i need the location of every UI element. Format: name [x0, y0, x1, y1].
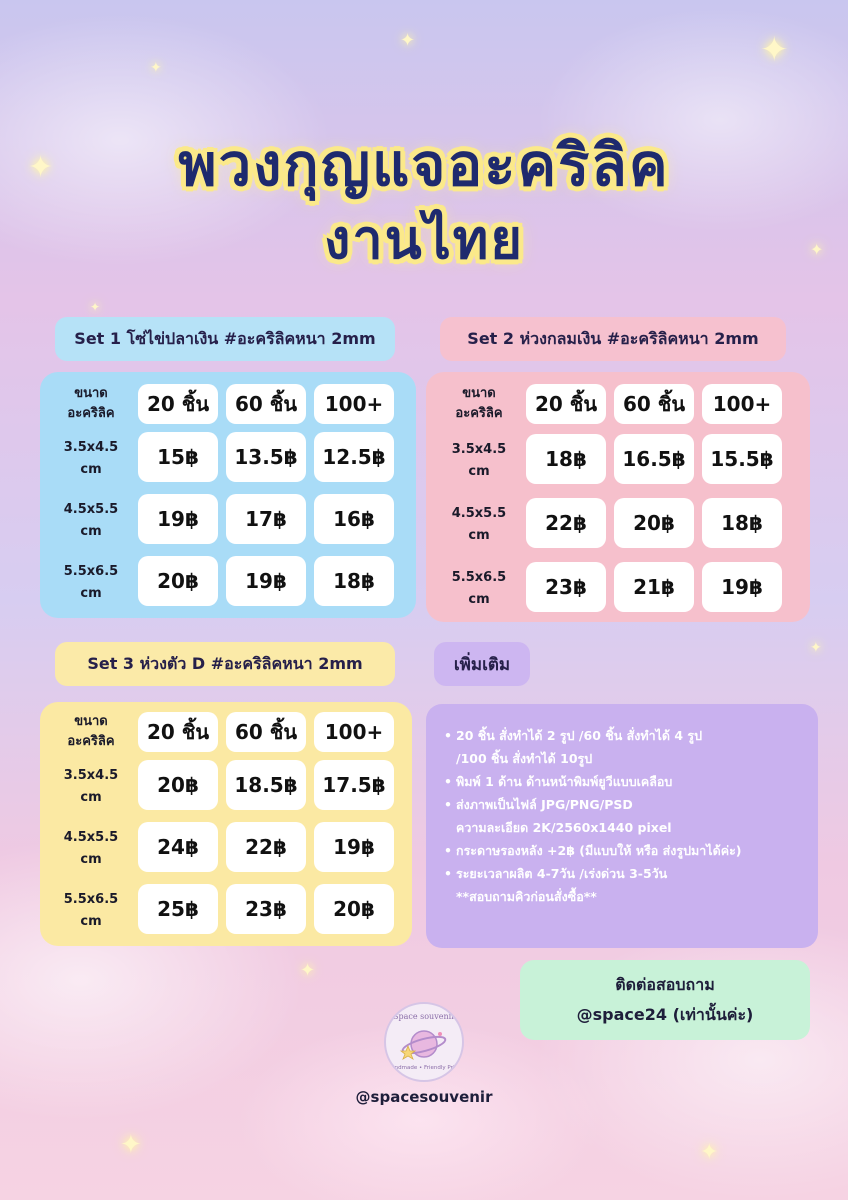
set2-price-table	[440, 384, 782, 616]
sparkle-icon: ✦	[28, 150, 54, 185]
set2-label: Set 2 ห่วงกลมเงิน #อะคริลิคหนา 2mm	[440, 317, 786, 361]
size-label: 4.5x5.5 cm	[63, 502, 119, 539]
price-cell: 20฿	[138, 556, 218, 606]
extras-label: เพิ่มเติม	[434, 642, 530, 686]
price-cell: 18฿	[526, 434, 606, 484]
price-cell: 23฿	[226, 884, 306, 934]
page-title-line2: งานไทย	[324, 208, 524, 271]
sparkle-icon: ✦	[90, 300, 101, 314]
size-header: ขนาด อะคริลิค	[67, 714, 115, 749]
sparkle-icon: ✦	[810, 240, 824, 259]
price-cell: 15฿	[138, 432, 218, 482]
extras-list	[426, 704, 818, 908]
size-label: 5.5x6.5 cm	[451, 570, 507, 607]
contact-handle[interactable]: @space24 (เท่านั้นค่ะ)	[576, 1005, 754, 1024]
price-cell: 16.5฿	[614, 434, 694, 484]
footer-handle[interactable]: @spacesouvenir	[355, 1088, 493, 1106]
sparkle-icon: ✦	[760, 30, 789, 70]
price-cell: 13.5฿	[226, 432, 306, 482]
size-label: 3.5x4.5 cm	[63, 768, 119, 805]
extras-item: • พิมพ์ 1 ด้าน ด้านหน้าพิมพ์ยูวีแบบเคลือบ	[456, 770, 800, 793]
price-cell: 22฿	[526, 498, 606, 548]
qty-header-60: 60 ชิ้น	[226, 384, 306, 424]
price-cell: 22฿	[226, 822, 306, 872]
set1-price-table	[52, 384, 394, 610]
size-header: ขนาด อะคริลิค	[67, 386, 115, 421]
sparkle-icon: ✦	[150, 60, 162, 76]
price-cell: 17฿	[226, 494, 306, 544]
sparkle-icon: ✦	[810, 640, 822, 656]
extras-item: /100 ชิ้น สั่งทำได้ 10รูป	[456, 751, 593, 766]
price-cell: 20฿	[138, 760, 218, 810]
qty-header-20: 20 ชิ้น	[526, 384, 606, 424]
extras-panel	[426, 704, 818, 948]
price-cell: 24฿	[138, 822, 218, 872]
sparkle-icon: ✦	[400, 30, 416, 51]
price-cell: 19฿	[314, 822, 394, 872]
qty-header-60: 60 ชิ้น	[226, 712, 306, 752]
price-cell: 18.5฿	[226, 760, 306, 810]
price-cell: 18฿	[314, 556, 394, 606]
size-label: 4.5x5.5 cm	[451, 506, 507, 543]
price-cell: 20฿	[614, 498, 694, 548]
size-label: 4.5x5.5 cm	[63, 830, 119, 867]
qty-header-100: 100+	[314, 712, 394, 752]
extras-item: • ระยะเวลาผลิต 4-7วัน /เร่งด่วน 3-5วัน	[456, 862, 800, 885]
size-label: 5.5x6.5 cm	[63, 892, 119, 929]
brand-logo	[384, 1002, 464, 1082]
set3-label: Set 3 ห่วงตัว D #อะคริลิคหนา 2mm	[55, 642, 395, 686]
price-cell: 20฿	[314, 884, 394, 934]
price-cell: 21฿	[614, 562, 694, 612]
price-cell: 19฿	[702, 562, 782, 612]
price-cell: 16฿	[314, 494, 394, 544]
qty-header-100: 100+	[702, 384, 782, 424]
set1-label: Set 1 โซ่ไข่ปลาเงิน #อะคริลิคหนา 2mm	[55, 317, 395, 361]
extras-item: **สอบถามคิวก่อนสั่งซื้อ**	[456, 889, 597, 904]
extras-item: • ส่งภาพเป็นไฟล์ JPG/PNG/PSD	[456, 793, 800, 816]
price-cell: 12.5฿	[314, 432, 394, 482]
extras-item: ความละเอียด 2K/2560x1440 pixel	[456, 820, 672, 835]
logo-top-text: Space souvenir	[393, 1012, 455, 1021]
qty-header-20: 20 ชิ้น	[138, 384, 218, 424]
qty-header-60: 60 ชิ้น	[614, 384, 694, 424]
extras-item: • 20 ชิ้น สั่งทำได้ 2 รูป /60 ชิ้น สั่งทำได้ 4 รูป	[456, 724, 800, 747]
price-cell: 17.5฿	[314, 760, 394, 810]
set3-price-table	[52, 712, 394, 938]
qty-header-20: 20 ชิ้น	[138, 712, 218, 752]
price-cell: 15.5฿	[702, 434, 782, 484]
size-label: 3.5x4.5 cm	[63, 440, 119, 477]
sparkle-icon: ✦	[700, 1140, 719, 1165]
sparkle-icon: ✦	[120, 1130, 142, 1160]
size-label: 3.5x4.5 cm	[451, 442, 507, 479]
price-cell: 23฿	[526, 562, 606, 612]
price-cell: 19฿	[226, 556, 306, 606]
extras-item: • กระดาษรองหลัง +2฿ (มีแบบให้ หรือ ส่งรูปมาได้ค่ะ)	[456, 839, 800, 862]
price-cell: 25฿	[138, 884, 218, 934]
page-title-line1: พวงกุญแจอะคริลิค	[178, 131, 670, 199]
price-cell: 18฿	[702, 498, 782, 548]
size-label: 5.5x6.5 cm	[63, 564, 119, 601]
logo-bottom-text: Handmade • Friendly Price	[387, 1065, 461, 1071]
price-cell: 19฿	[138, 494, 218, 544]
contact-box	[520, 960, 810, 1040]
size-header: ขนาด อะคริลิค	[455, 386, 503, 421]
sparkle-icon: ✦	[300, 960, 316, 981]
qty-header-100: 100+	[314, 384, 394, 424]
contact-title: ติดต่อสอบถาม	[615, 975, 715, 994]
